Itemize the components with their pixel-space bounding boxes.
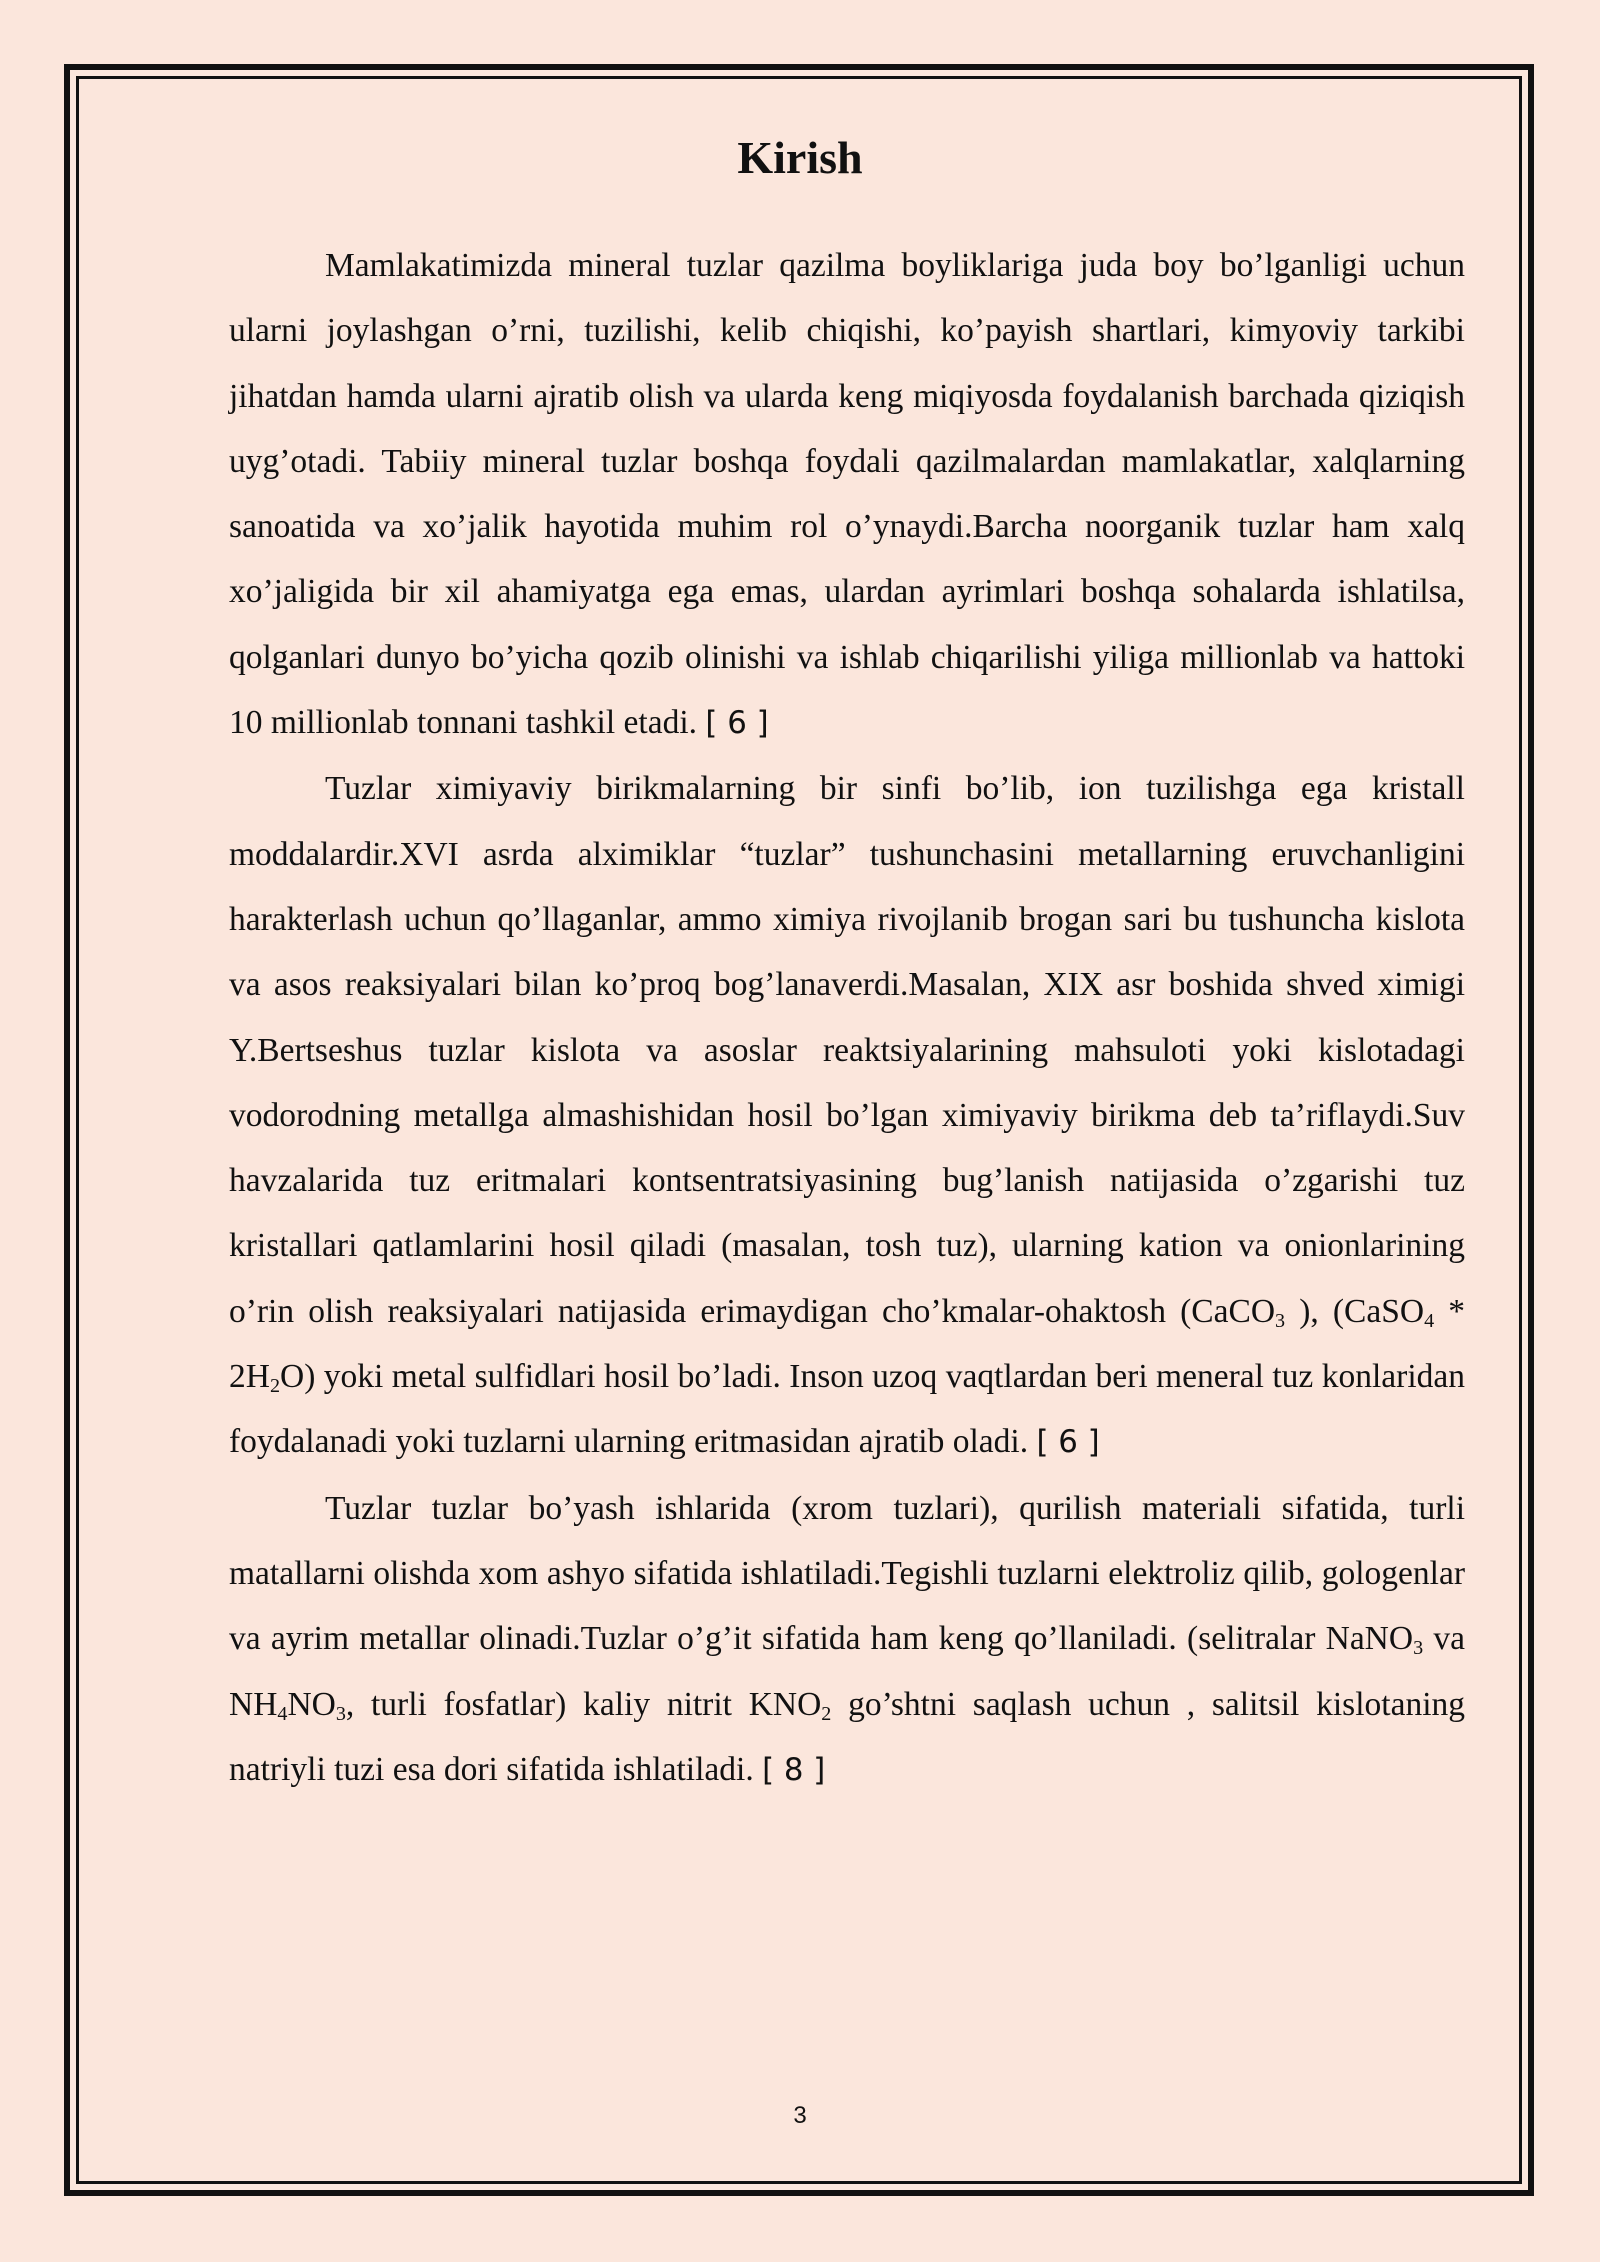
subscript: 3 [335,1702,346,1725]
paragraph-1 [229,233,1465,756]
paragraph-text: NO [287,1685,336,1723]
paragraph-text: go’shtni saqlash uchun , salitsil kislotaning natriyli tuzi esa dori sifatida ishlatiladi. [229,1685,1465,1788]
paragraph-text: Mamlakatimizda mineral tuzlar qazilma boyliklariga juda boy bo’lganligi uchun ularni joylashgan o’rni, tuzilishi, kelib chiqishi, ko’payish shartlari, kimyoviy tarkibi jihatdan hamda ularni ajratib olish va ularda keng miqiyosda foydalanish barchada qiziqish uyg’otadi. Tabiiy mineral tuzlar boshqa foydali qazilmalardan mamlakatlar, xalqlarning sanoatida va xo’jalik hayotida muhim rol o’ynaydi.Barcha noorganik tuzlar ham xalq xo’jaligida bir xil ahamiyatga ega emas, ulardan ayrimlari boshqa sohalarda ishlatilsa, qolganlari dunyo bo’yicha qozib olinishi va ishlab chiqarilishi yiliga millionlab va hattoki 10 millionlab tonnani tashkil etadi. [229,247,1465,742]
page-number: 3 [793,2102,807,2129]
paragraph-3 [229,1476,1465,1803]
subscript: 3 [1275,1309,1286,1332]
subscript: 2 [821,1702,832,1725]
page-title: Kirish [737,132,863,183]
document-body [229,233,1465,1803]
subscript: 3 [1413,1637,1424,1660]
reference-citation: [ 6 ] [705,705,769,742]
reference-citation: [ 6 ] [1036,1424,1100,1461]
paragraph-2 [229,756,1465,1475]
subscript: 4 [1424,1309,1435,1332]
paragraph-text: , turli fosfatlar) kaliy nitrit KNO [345,1685,822,1723]
paragraph-text: Tuzlar ximiyaviy birikmalarning bir sinfi bo’lib, ion tuzilishga ega kristall moddalardir.XVI asrda alximiklar “tuzlar” tushunchasini metallarning eruvchanligini harakterlash uchun qo’llaganlar, ammo ximiya rivojlanib brogan sari bu tushuncha kislota va asos reaksiyalari bilan ko’proq bog’lanaverdi.Masalan, XIX asr boshida shved ximigi Y.Bertseshus tuzlar kislota va asoslar reaktsiyalarining mahsuloti yoki kislotadagi vodorodning metallga almashishidan hosil bo’lgan ximiyaviy birikma deb ta’riflaydi.Suv havzalarida tuz eritmalari kontsentratsiyasining bug’lanish natijasida o’zgarishi tuz kristallari qatlamlarini hosil qiladi (masalan, tosh tuz), ularning kation va onionlarining o’rin olish reaksiyalari natijasida erimaydigan cho’kmalar-ohaktosh (CaCO [229,770,1465,1330]
paragraph-text: ), (CaSO [1285,1292,1425,1330]
subscript: 2 [269,1375,280,1398]
paragraph-text: O) yoki metal sulfidlari hosil bo’ladi. Inson uzoq vaqtlardan beri meneral tuz konlaridan foydalanadi yoki tuzlarni ularning eritmasidan ajratib oladi. [229,1358,1465,1461]
reference-citation: [ 8 ] [762,1751,826,1788]
paragraph-text: va NH [229,1620,1465,1723]
paragraph-text: * 2H [229,1292,1465,1396]
subscript: 4 [277,1702,288,1725]
paragraph-text: Tuzlar tuzlar bo’yash ishlarida (xrom tuzlari), qurilish materiali sifatida, turli matallarni olishda xom ashyo sifatida ishlatiladi.Tegishli tuzlarni elektroliz qilib, gologenlar va ayrim metallar olinadi.Tuzlar o’g’it sifatida ham keng qo’llaniladi. (selitralar NaNO [229,1489,1465,1658]
